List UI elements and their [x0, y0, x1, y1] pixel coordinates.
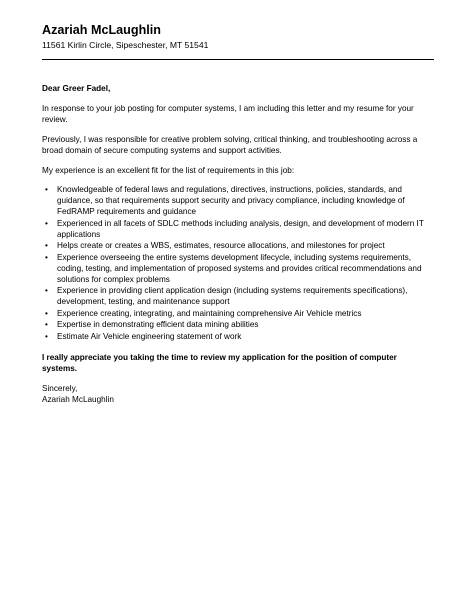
bullet-icon: • [45, 185, 48, 194]
list-item [42, 184, 434, 217]
bullet-icon: • [45, 331, 48, 341]
bullet-icon: • [45, 308, 48, 318]
list-item-text: Experienced in all facets of SDLC methods including analysis, design, and development of modern IT applications [57, 218, 424, 239]
list-item [42, 252, 434, 285]
paragraph-fit: My experience is an excellent fit for the list of requirements in this job: [42, 166, 295, 175]
list-item-text: Estimate Air Vehicle engineering statement of work [57, 331, 242, 341]
list-item-text: Experience in providing client application design (including systems requirements specifications), development, testing, and maintenance support [57, 286, 408, 306]
list-item-text: Experience creating, integrating, and maintaining comprehensive Air Vehicle metrics [57, 308, 362, 318]
bullet-icon: • [45, 218, 48, 228]
sign-off: Sincerely, [42, 383, 78, 393]
list-item-text: Expertise in demonstrating efficient data mining abilities [57, 320, 259, 329]
bullet-icon: • [45, 286, 48, 295]
list-item [42, 218, 434, 240]
closing-statement: I really appreciate you taking the time to review my application for the position of computer systems. [42, 352, 397, 373]
paragraph-previous-role: Previously, I was responsible for creative problem solving, critical thinking, and troubleshooting across a broad domain of secure computing systems and support activities. [42, 135, 418, 155]
list-item [42, 319, 434, 330]
list-item [42, 331, 434, 342]
list-item-text: Experience overseeing the entire systems development lifecycle, including systems requirements, coding, testing, and implementation of proposed systems and provides critical recommendations and solutions for complex problems [57, 252, 422, 284]
list-item [42, 308, 434, 319]
applicant-address: 11561 Kirlin Circle, Sipeschester, MT 51541 [42, 40, 209, 50]
list-item [42, 240, 434, 251]
bullet-icon: • [45, 320, 48, 329]
list-item-text: Knowledgeable of federal laws and regulations, directives, instructions, policies, standards, and guidance, so that requirements support security and privacy compliance, including knowledge of FedRAMP requirements and guidance [57, 185, 405, 216]
salutation: Dear Greer Fadel, [42, 84, 111, 93]
applicant-name: Azariah McLaughlin [42, 23, 161, 37]
header-divider [42, 59, 434, 60]
bullet-icon: • [45, 252, 48, 262]
paragraph-intro: In response to your job posting for computer systems, I am including this letter and my resume for your review. [42, 104, 414, 124]
letter-body [42, 83, 434, 405]
requirements-list [42, 184, 434, 342]
signature-name: Azariah McLaughlin [42, 394, 114, 404]
list-item-text: Helps create or creates a WBS, estimates, resource allocations, and milestones for project [57, 241, 385, 250]
list-item [42, 285, 434, 307]
bullet-icon: • [45, 241, 48, 250]
